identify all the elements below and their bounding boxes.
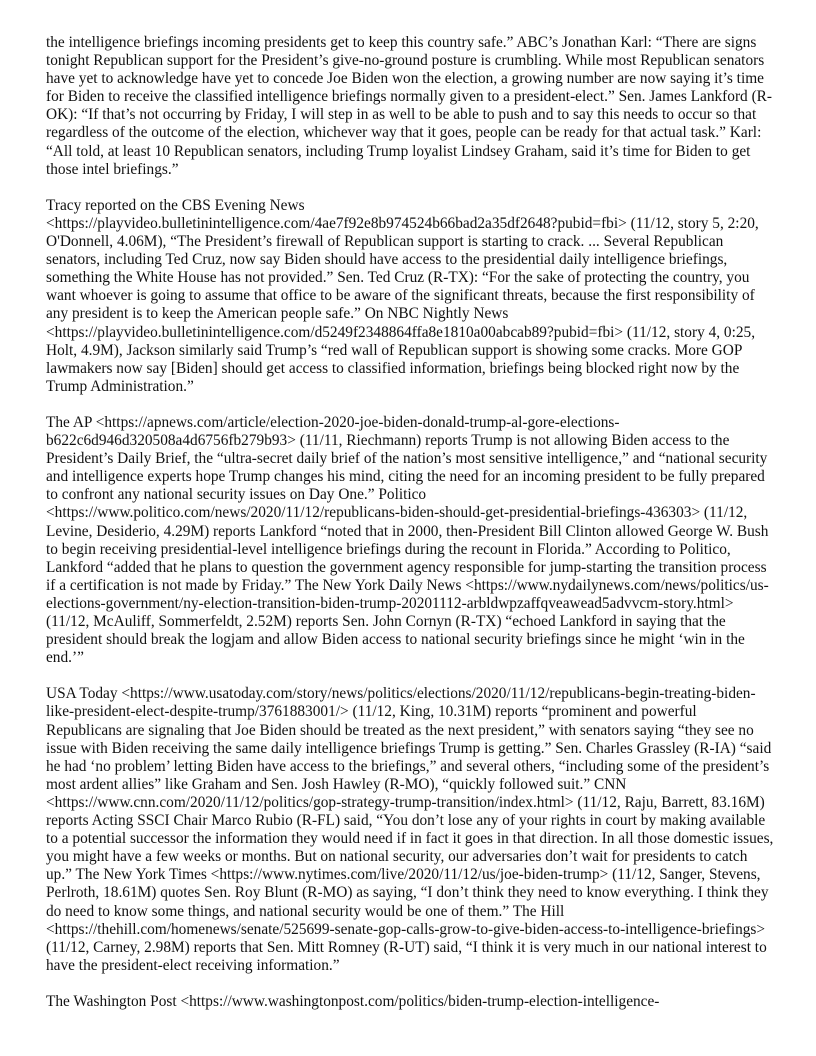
paragraph-cbs-nbc: Tracy reported on the CBS Evening News <https://playvideo.bulletinintelligence.com/4ae7f92e8b974524b66bad2a35df2648?pubid=fbi> (11/12, story 5, 2:20, O'Donnell, 4.06M), “The President’s firewall of Republican support is starting to crack. ... Several Republican senators, including Ted Cruz, now say Biden should have access to the presidential daily intelligence briefings, something the White House has not provided.” Sen. Ted Cruz (R-TX): “For the sake of protecting the country, you want whoever is going to assume that office to be aware of the significant threats, because the first responsibility of any president is to keep the American people safe.” On NBC Nightly News <https://playvideo.bulletinintelligence.com/d5249f2348864ffa8e1810a00abcab89?pubid=fbi> (11/12, story 4, 0:25, Holt, 4.9M), Jackson similarly said Trump’s “red wall of Republican support is showing some cracks. More GOP lawmakers now say [Biden] should get access to classified information, briefings being blocked right now by the Trump Administration.” xyxy=(46,196,759,395)
paragraph-karl-abc: the intelligence briefings incoming presidents get to keep this country safe.” ABC’s Jonathan Karl: “There are signs tonight Republican support for the President’s give-no-ground posture is crumbling. While most Republican senators have yet to acknowledge have yet to concede Joe Biden won the election, a growing number are now saying it’s time for Biden to receive the classified intelligence briefings normally given to a president-elect.” Sen. James Lankford (R-OK): “If that’s not occurring by Friday, I will step in as well to be able to push and to say this needs to occur so that regardless of the outcome of the election, whichever way that it goes, people can be ready for that actual task.” Karl: “All told, at least 10 Republican senators, including Trump loyalist Lindsey Graham, said it’s time for Biden to get those intel briefings.” xyxy=(46,34,773,178)
paragraph-ap-politico: The AP <https://apnews.com/article/election-2020-joe-biden-donald-trump-al-gore-elections-b622c6d946d320508a4d6756fb279b93> (11/11, Riechmann) reports Trump is not allowing Biden access to the President’s Daily Brief, the “ultra-secret daily brief of the nation’s most sensitive intelligence,” and “national security and intelligence experts hope Trump changes his mind, citing the need for an incoming president to be fully prepared to confront any national security issues on Day One.” Politico <https://www.politico.com/news/2020/11/12/republicans-biden-should-get-presidential-briefings-436303> (11/12, Levine, Desiderio, 4.29M) reports Lankford “noted that in 2000, then-President Bill Clinton allowed George W. Bush to begin receiving presidential-level intelligence briefings during the recount in Florida.” According to Politico, Lankford “added that he plans to question the government agency responsible for jump-starting the transition process if a certification is not made by Friday.” The New York Daily News <https://www.nydailynews.com/news/politics/us-elections-government/ny-election-transition-biden-trump-20201112-arbldwpzaffqveawead5advvcm-story.html> (11/12, McAuliff, Sommerfeldt, 2.52M) reports Sen. John Cornyn (R-TX) “echoed Lankford in saying that the president should break the logjam and allow Biden access to national security briefings since he might ‘win in the end.’” xyxy=(46,413,769,667)
document-page xyxy=(46,34,774,1011)
paragraph-washington-post: The Washington Post <https://www.washingtonpost.com/politics/biden-trump-election-intelligence- xyxy=(46,992,660,1010)
paragraph-usatoday-cnn: USA Today <https://www.usatoday.com/story/news/politics/elections/2020/11/12/republicans-begin-treating-biden-like-president-elect-despite-trump/3761883001/> (11/12, King, 10.31M) reports “prominent and powerful Republicans are signaling that Joe Biden should be treated as the next president,” with senators saying “they see no issue with Biden receiving the same daily intelligence briefings Trump is getting.” Sen. Charles Grassley (R-IA) “said he had ‘no problem’ letting Biden have access to the briefings,” and several others, “including some of the president’s most ardent allies” like Graham and Sen. Josh Hawley (R-MO), “quickly followed suit.” CNN <https://www.cnn.com/2020/11/12/politics/gop-strategy-trump-transition/index.html> (11/12, Raju, Barrett, 83.16M) reports Acting SSCI Chair Marco Rubio (R-FL) said, “You don’t lose any of your rights in court by making available to a potential successor the information they would need if in fact it goes in that direction. In all those domestic issues, you might have a few weeks or months. But on national security, our adversaries don’t wait for presidents to catch up.” The New York Times <https://www.nytimes.com/live/2020/11/12/us/joe-biden-trump> (11/12, Sanger, Stevens, Perlroth, 18.61M) quotes Sen. Roy Blunt (R-MO) as saying, “I don’t think they need to know everything. I think they do need to know some things, and national security would be one of them.” The Hill <https://thehill.com/homenews/senate/525699-senate-gop-calls-grow-to-give-biden-access-to-intelligence-briefings> (11/12, Carney, 2.98M) reports that Sen. Mitt Romney (R-UT) said, “I think it is very much in our national interest to have the president-elect receiving information.” xyxy=(46,685,774,974)
